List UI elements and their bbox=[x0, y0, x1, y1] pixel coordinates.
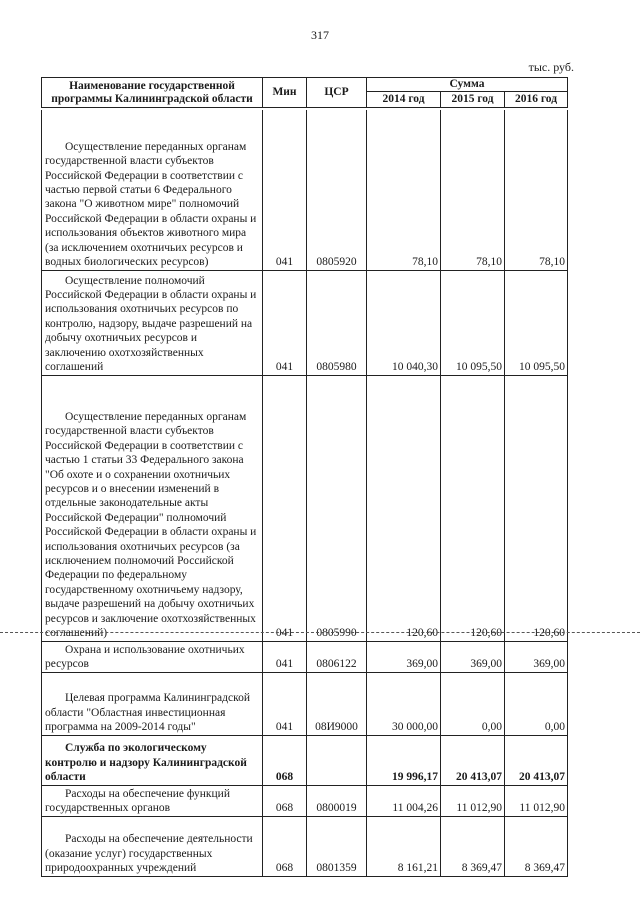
table-row bbox=[42, 641, 568, 672]
row-2015: 20 413,07 bbox=[441, 735, 505, 785]
row-csr: 0805920 bbox=[307, 110, 367, 270]
row-2014: 30 000,00 bbox=[367, 672, 441, 735]
row-2015: 10 095,50 bbox=[441, 270, 505, 375]
row-2016: 11 012,90 bbox=[505, 785, 568, 816]
row-2016: 8 369,47 bbox=[505, 816, 568, 876]
table-row bbox=[42, 375, 568, 641]
row-min: 041 bbox=[263, 375, 307, 641]
row-2015: 0,00 bbox=[441, 672, 505, 735]
header-2014: 2014 год bbox=[367, 92, 441, 108]
table-header bbox=[41, 77, 568, 108]
row-min: 068 bbox=[263, 785, 307, 816]
row-2015: 8 369,47 bbox=[441, 816, 505, 876]
table-row bbox=[42, 110, 568, 270]
header-name: Наименование государственной программы Калининградской области bbox=[42, 78, 263, 108]
budget-table bbox=[41, 110, 568, 877]
table-row bbox=[42, 672, 568, 735]
row-2016: 78,10 bbox=[505, 110, 568, 270]
row-name: Осуществление полномочий Российской Федерации в области охраны и использования охотничьих ресурсов по контролю, надзору, выдаче разрешений на добычу охотничьих ресурсов и заключению охотхозяйственных соглашений bbox=[42, 270, 263, 375]
row-csr: 0800019 bbox=[307, 785, 367, 816]
row-2015: 369,00 bbox=[441, 641, 505, 672]
row-2016: 10 095,50 bbox=[505, 270, 568, 375]
page-number: 317 bbox=[311, 28, 329, 42]
row-name: Осуществление переданных органам государственной власти субъектов Российской Федерации в соответствии с частью 1 статьи 33 Федерального закона "Об охоте и о сохранении охотничьих ресурсов и о внесении изменений в отдельные законодательные акты Российской Федерации" полномочий Российской Федерации в области охраны и использования охотничьих ресурсов (за исключением полномочий Российской Федерации по федеральному государственному охотничьему надзору, выдаче разрешений на добычу охотничьих ресурсов и заключение охотхозяйственных соглашений) bbox=[42, 375, 263, 641]
table-row bbox=[42, 270, 568, 375]
header-csr: ЦСР bbox=[307, 78, 367, 108]
row-csr: 0805980 bbox=[307, 270, 367, 375]
row-2016: 369,00 bbox=[505, 641, 568, 672]
row-2014: 10 040,30 bbox=[367, 270, 441, 375]
row-name: Расходы на обеспечение деятельности (оказание услуг) государственных природоохранных учреждений bbox=[42, 816, 263, 876]
row-2014: 369,00 bbox=[367, 641, 441, 672]
row-2014: 78,10 bbox=[367, 110, 441, 270]
row-2016: 0,00 bbox=[505, 672, 568, 735]
header-2015: 2015 год bbox=[441, 92, 505, 108]
row-2016: 120,60 bbox=[505, 375, 568, 641]
row-2016: 20 413,07 bbox=[505, 735, 568, 785]
row-2015: 11 012,90 bbox=[441, 785, 505, 816]
row-2015: 78,10 bbox=[441, 110, 505, 270]
row-2015: 120,60 bbox=[441, 375, 505, 641]
row-csr: 08И9000 bbox=[307, 672, 367, 735]
table-row bbox=[42, 785, 568, 816]
header-sum: Сумма bbox=[367, 78, 568, 92]
table-row bbox=[42, 816, 568, 876]
row-min: 041 bbox=[263, 672, 307, 735]
row-min: 068 bbox=[263, 735, 307, 785]
row-min: 041 bbox=[263, 641, 307, 672]
header-min: Мин bbox=[263, 78, 307, 108]
row-2014: 120,60 bbox=[367, 375, 441, 641]
row-csr: 0806122 bbox=[307, 641, 367, 672]
row-name: Расходы на обеспечение функций государственных органов bbox=[42, 785, 263, 816]
row-2014: 11 004,26 bbox=[367, 785, 441, 816]
header-2016: 2016 год bbox=[505, 92, 568, 108]
row-name: Целевая программа Калининградской области "Областная инвестиционная программа на 2009-2014 годы" bbox=[42, 672, 263, 735]
row-name: Охрана и использование охотничьих ресурсов bbox=[42, 641, 263, 672]
row-csr: 0801359 bbox=[307, 816, 367, 876]
table-row bbox=[42, 735, 568, 785]
row-2014: 8 161,21 bbox=[367, 816, 441, 876]
row-min: 041 bbox=[263, 110, 307, 270]
row-csr bbox=[307, 735, 367, 785]
row-name: Служба по экологическому контролю и надзору Калининградской области bbox=[42, 735, 263, 785]
row-csr: 0805990 bbox=[307, 375, 367, 641]
units-label: тыс. руб. bbox=[528, 60, 574, 74]
row-2014: 19 996,17 bbox=[367, 735, 441, 785]
row-min: 068 bbox=[263, 816, 307, 876]
row-name: Осуществление переданных органам государственной власти субъектов Российской Федерации в соответствии с частью первой статьи 6 Федерального закона "О животном мире" полномочий Российской Федерации в области охраны и использования объектов животного мира (за исключением охотничьих ресурсов и водных биологических ресурсов) bbox=[42, 110, 263, 270]
fold-line bbox=[0, 632, 640, 633]
row-min: 041 bbox=[263, 270, 307, 375]
